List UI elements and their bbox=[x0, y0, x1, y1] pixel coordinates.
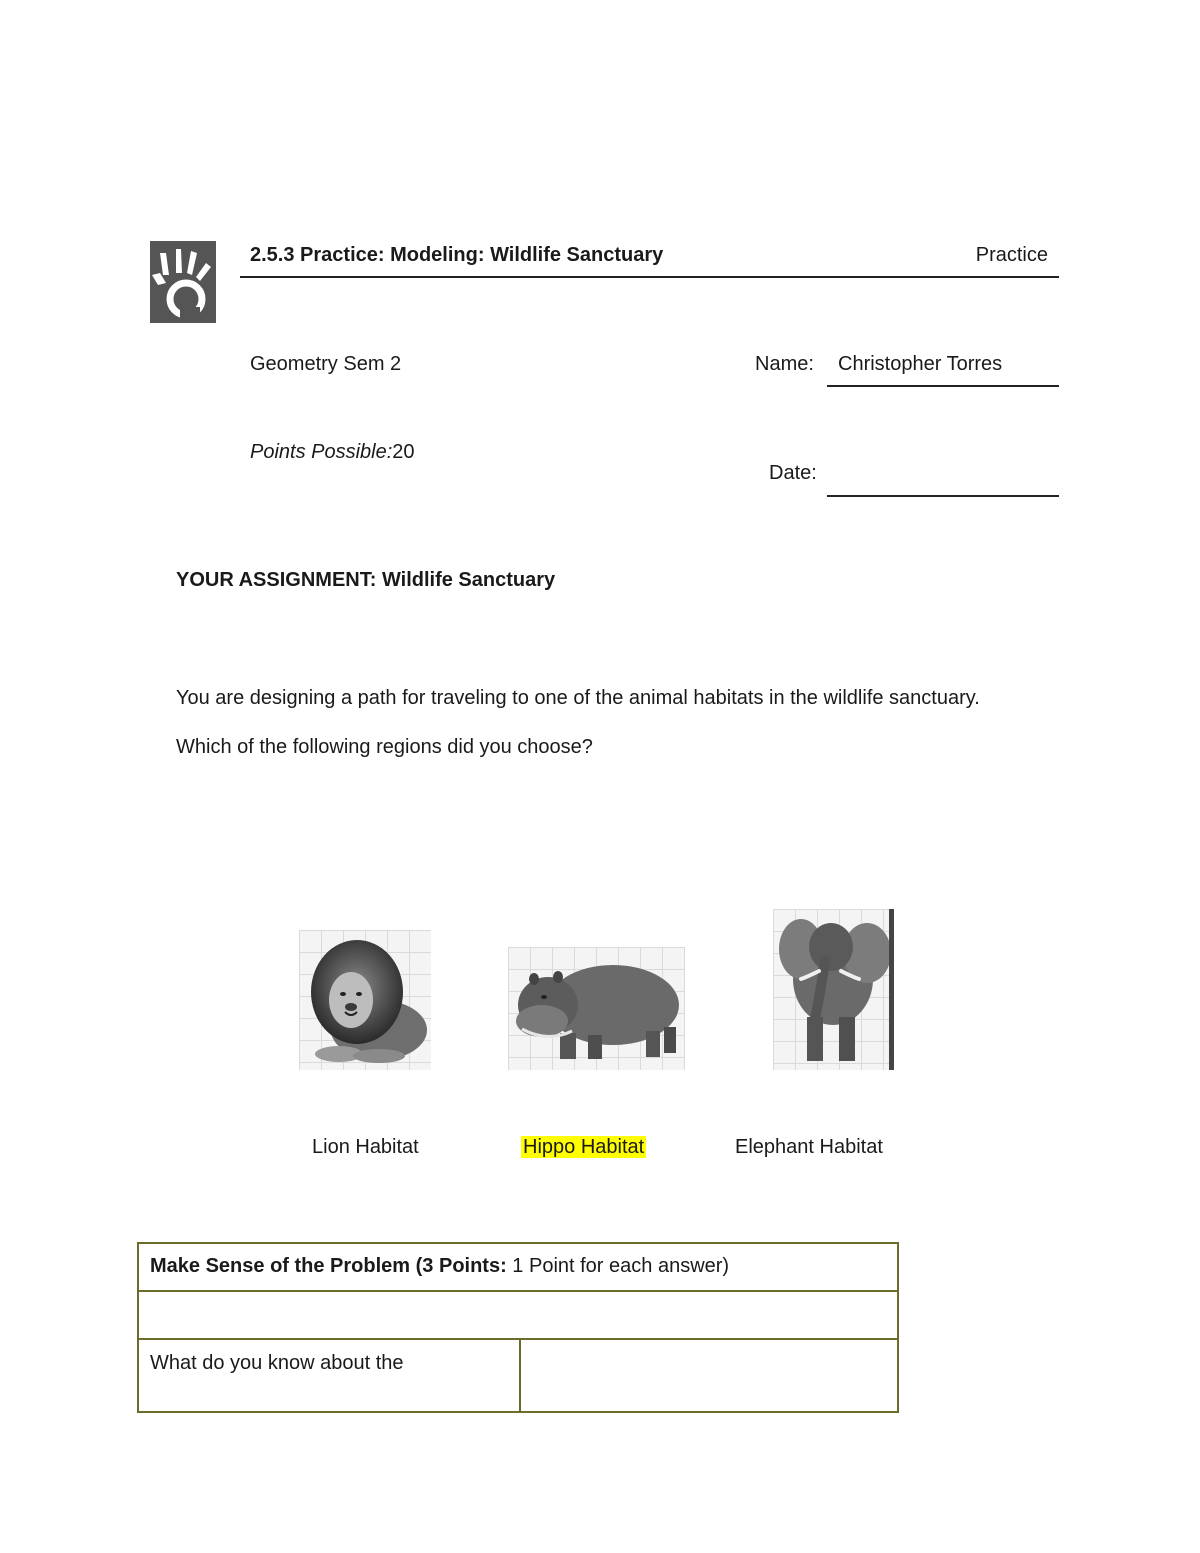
points-possible bbox=[250, 441, 415, 464]
assignment-question: Which of the following regions did you choose? bbox=[176, 736, 593, 758]
name-underline bbox=[827, 385, 1059, 387]
name-label: Name: bbox=[755, 353, 814, 375]
table-header-text bbox=[150, 1255, 729, 1278]
habitat-option-hippo[interactable] bbox=[521, 1136, 646, 1159]
hippo-photo bbox=[508, 947, 685, 1070]
publisher-logo bbox=[150, 241, 216, 323]
table-column-divider bbox=[519, 1340, 521, 1411]
habitat-option-lion[interactable]: Lion Habitat bbox=[312, 1136, 419, 1158]
date-field[interactable] bbox=[827, 495, 1059, 497]
assignment-type-label: Practice bbox=[975, 244, 1048, 266]
assignment-paragraph: You are designing a path for traveling to one of the animal habitats in the wildlife sanctuary. bbox=[176, 687, 980, 709]
table-header-bold: Make Sense of the Problem (3 Points: bbox=[150, 1255, 507, 1277]
points-label: Points Possible: bbox=[250, 441, 393, 463]
habitat-option-elephant[interactable]: Elephant Habitat bbox=[735, 1136, 883, 1158]
name-field[interactable]: Christopher Torres bbox=[838, 353, 1003, 375]
table-question-cell: What do you know about the bbox=[150, 1352, 404, 1374]
table-header-rest: 1 Point for each answer) bbox=[506, 1255, 730, 1277]
points-value: 20 bbox=[392, 441, 415, 463]
elephant-icon bbox=[773, 909, 894, 1070]
table-answer-cell[interactable] bbox=[523, 1340, 897, 1411]
table-header-row bbox=[139, 1244, 897, 1292]
assignment-heading: YOUR ASSIGNMENT: Wildlife Sanctuary bbox=[176, 569, 556, 591]
table-empty-row[interactable] bbox=[139, 1292, 897, 1340]
lion-icon bbox=[299, 930, 431, 1070]
date-label: Date: bbox=[769, 462, 817, 484]
hippo-icon bbox=[508, 947, 685, 1070]
hand-sun-logo-icon bbox=[150, 241, 216, 323]
header-divider bbox=[240, 276, 1059, 278]
selected-highlight: Hippo Habitat bbox=[523, 1136, 645, 1158]
make-sense-table bbox=[137, 1242, 899, 1413]
assignment-title: 2.5.3 Practice: Modeling: Wildlife Sanctuary bbox=[250, 244, 664, 266]
lion-photo bbox=[299, 930, 431, 1070]
course-name: Geometry Sem 2 bbox=[250, 353, 402, 375]
elephant-photo bbox=[773, 909, 894, 1070]
